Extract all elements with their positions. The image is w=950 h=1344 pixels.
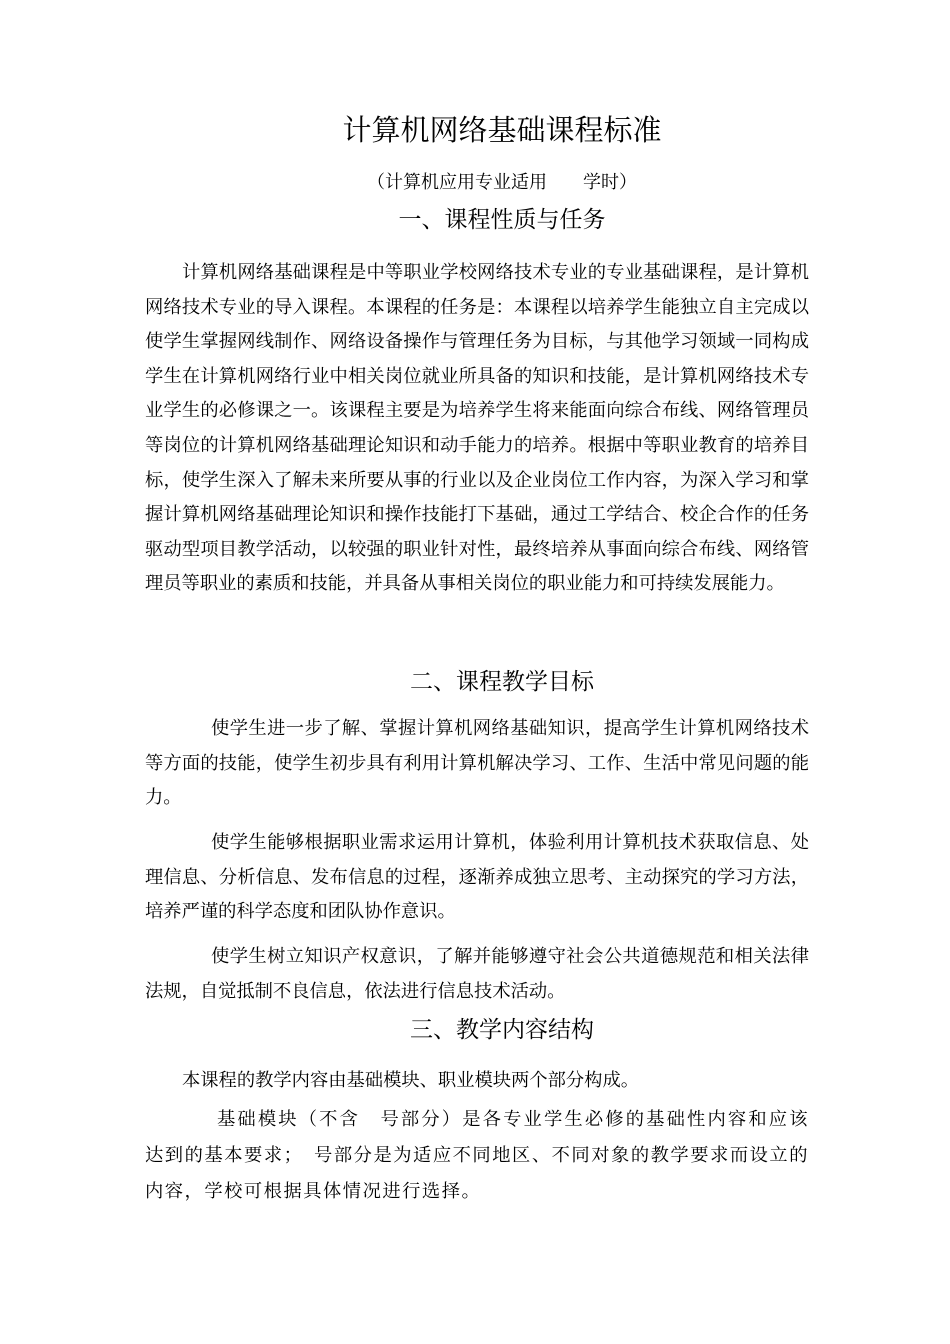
section-paragraph: 基础模块（不含 号部分）是各专业学生必修的基础性内容和应该达到的基本要求； 号部分是为适应不同地区、不同对象的教学要求而设立的内容，学校可根据具体情况进行选择。: [145, 1109, 809, 1202]
document-subtitle: （计算机应用专业适用 学时）: [367, 172, 637, 193]
section-paragraph: 使学生进一步了解、掌握计算机网络基础知识，提高学生计算机网络技术等方面的技能，使学生初步具有利用计算机解决学习、工作、生活中常见问题的能力。: [145, 718, 809, 809]
section-heading-teaching-goals: 二、课程教学目标: [410, 669, 594, 695]
section-paragraph: 计算机网络基础课程是中等职业学校网络技术专业的专业基础课程，是计算机网络技术专业的导入课程。本课程的任务是：本课程以培养学生能独立自主完成以使学生掌握网线制作、网络设备操作与管理任务为目标，与其他学习领域一同构成学生在计算机网络行业中相关岗位就业所具备的知识和技能，是计算机网络技术专业学生的必修课之一。该课程主要是为培养学生将来能面向综合布线、网络管理员等岗位的计算机网络基础理论知识和动手能力的培养。根据中等职业教育的培养目标，使学生深入了解未来所要从事的行业以及企业岗位工作内容，为深入学习和掌握计算机网络基础理论知识和操作技能打下基础，通过工学结合、校企合作的任务驱动型项目教学活动，以较强的职业针对性，最终培养从事面向综合布线、网络管理员等职业的素质和技能，并具备从事相关岗位的职业能力和可持续发展能力。: [145, 262, 809, 595]
section-paragraph: 使学生能够根据职业需求运用计算机，体验利用计算机技术获取信息、处理信息、分析信息、发布信息的过程，逐渐养成独立思考、主动探究的学习方法，培养严谨的科学态度和团队协作意识。: [145, 832, 809, 923]
section-heading-nature-and-tasks: 一、课程性质与任务: [398, 207, 606, 233]
section-paragraph: 使学生树立知识产权意识，了解并能够遵守社会公共道德规范和相关法律法规，自觉抵制不良信息，依法进行信息技术活动。: [145, 946, 809, 1002]
document-title: 计算机网络基础课程标准: [342, 113, 662, 147]
section-heading-content-structure: 三、教学内容结构: [410, 1017, 594, 1043]
section-paragraph: 本课程的教学内容由基础模块、职业模块两个部分构成。: [182, 1070, 640, 1091]
